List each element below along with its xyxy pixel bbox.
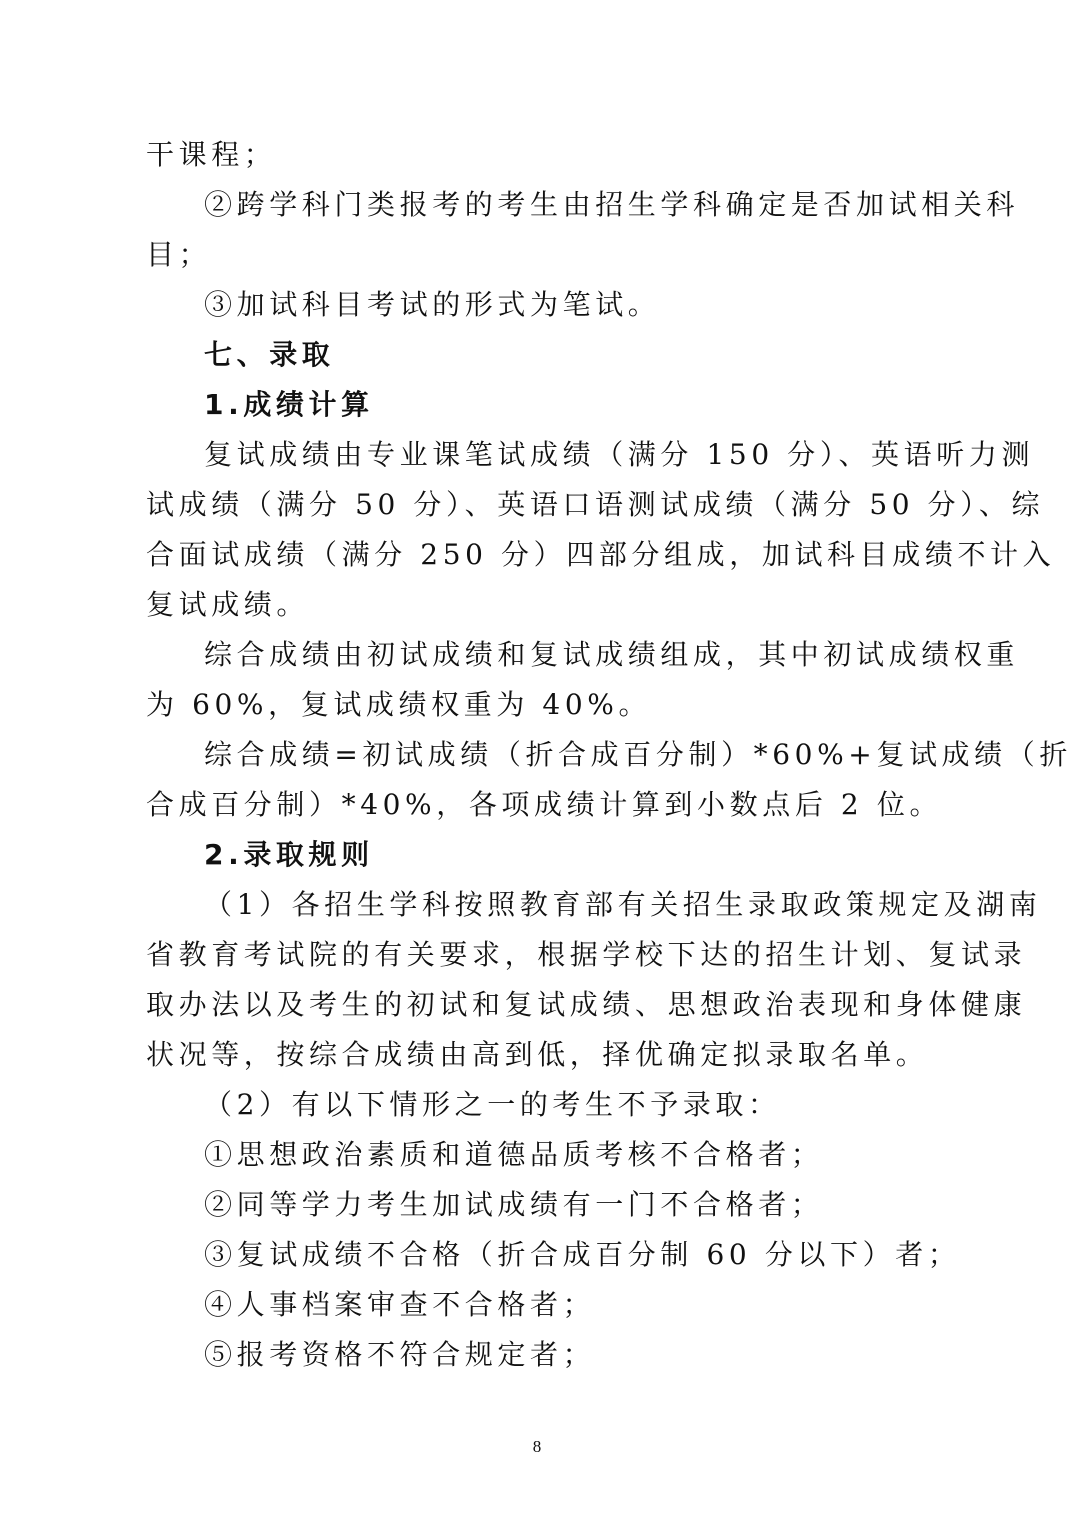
body-text <box>146 130 1072 1380</box>
text-line: 为 60%，复试成绩权重为 40%。 <box>146 688 652 721</box>
text-line: 目； <box>146 238 212 271</box>
text-line: 试成绩（满分 50 分）、英语口语测试成绩（满分 50 分）、综 <box>146 488 1045 521</box>
text-line: 复试成绩由专业课笔试成绩（满分 150 分）、英语听力测 <box>204 438 1035 471</box>
subsection-heading: 2.录取规则 <box>204 838 374 871</box>
text-line: 综合成绩=初试成绩（折合成百分制）*60%+复试成绩（折 <box>204 738 1072 771</box>
text-line: 综合成绩由初试成绩和复试成绩组成，其中初试成绩权重 <box>204 638 1020 671</box>
text-line: ④人事档案审查不合格者； <box>204 1288 596 1321</box>
text-line: 合面试成绩（满分 250 分）四部分组成，加试科目成绩不计入 <box>146 538 1056 571</box>
text-line: ③加试科目考试的形式为笔试。 <box>204 288 661 321</box>
text-line: 省教育考试院的有关要求，根据学校下达的招生计划、复试录 <box>146 938 1027 971</box>
text-line: （2）有以下情形之一的考生不予录取： <box>204 1088 781 1121</box>
text-line: 状况等，按综合成绩由高到低，择优确定拟录取名单。 <box>146 1038 929 1071</box>
text-line: ②同等学力考生加试成绩有一门不合格者； <box>204 1188 824 1221</box>
subsection-heading: 1.成绩计算 <box>204 388 374 421</box>
text-line: ⑤报考资格不符合规定者； <box>204 1338 596 1371</box>
page-number: 8 <box>532 1437 542 1456</box>
text-line: 合成百分制）*40%，各项成绩计算到小数点后 2 位。 <box>146 788 943 821</box>
text-line: （1）各招生学科按照教育部有关招生录取政策规定及湖南 <box>204 888 1042 921</box>
section-heading: 七、录取 <box>204 338 335 371</box>
text-line: ②跨学科门类报考的考生由招生学科确定是否加试相关科 <box>204 188 1020 221</box>
text-line: 复试成绩。 <box>146 588 310 621</box>
text-line: 取办法以及考生的初试和复试成绩、思想政治表现和身体健康 <box>146 988 1027 1021</box>
text-line: ①思想政治素质和道德品质考核不合格者； <box>204 1138 824 1171</box>
text-line: 干课程； <box>146 138 277 171</box>
text-line: ③复试成绩不合格（折合成百分制 60 分以下）者； <box>204 1238 961 1271</box>
